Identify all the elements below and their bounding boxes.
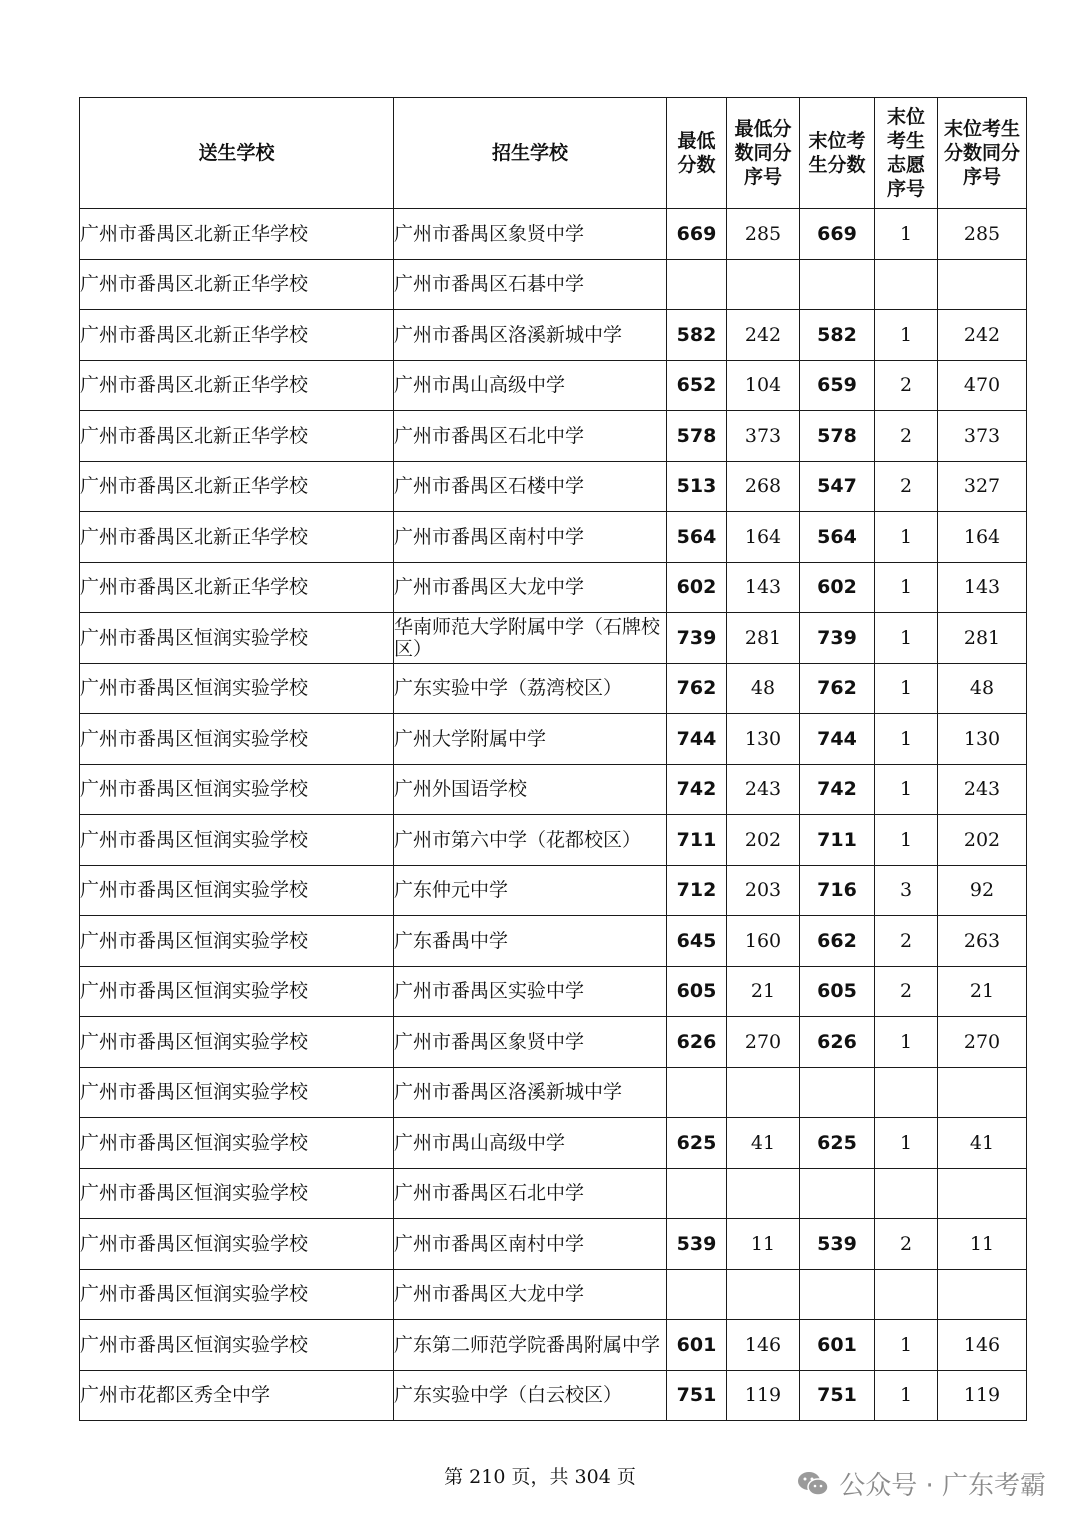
cell-last-choice-rank: 2 (875, 966, 938, 1017)
cell-last-score-tie-rank: 281 (938, 613, 1027, 664)
cell-last-score-tie-rank: 143 (938, 562, 1027, 613)
cell-sending-school: 广州市番禺区恒润实验学校 (80, 865, 394, 916)
cell-admitting-school: 广州市番禺区石楼中学 (394, 461, 667, 512)
cell-min-score-tie-rank: 130 (727, 714, 800, 765)
cell-min-score: 645 (667, 916, 727, 967)
cell-min-score: 539 (667, 1219, 727, 1270)
cell-min-score (667, 1067, 727, 1118)
cell-min-score-tie-rank: 202 (727, 815, 800, 866)
cell-sending-school: 广州市番禺区北新正华学校 (80, 512, 394, 563)
cell-admitting-school: 广州市番禺区石北中学 (394, 411, 667, 462)
cell-last-score: 601 (800, 1320, 875, 1371)
cell-sending-school: 广州市番禺区恒润实验学校 (80, 815, 394, 866)
cell-admitting-school: 广州市禺山高级中学 (394, 360, 667, 411)
cell-admitting-school: 广州市番禺区南村中学 (394, 512, 667, 563)
admission-table (79, 97, 1027, 1421)
cell-last-choice-rank: 1 (875, 1118, 938, 1169)
table-row (80, 461, 1027, 512)
cell-min-score: 742 (667, 764, 727, 815)
cell-last-choice-rank: 1 (875, 1370, 938, 1421)
table-row (80, 714, 1027, 765)
cell-last-score-tie-rank: 146 (938, 1320, 1027, 1371)
watermark (797, 1465, 1046, 1502)
cell-last-score: 662 (800, 916, 875, 967)
cell-min-score: 739 (667, 613, 727, 664)
table-row (80, 1067, 1027, 1118)
cell-admitting-school: 广东仲元中学 (394, 865, 667, 916)
table-row (80, 865, 1027, 916)
table-row (80, 209, 1027, 260)
cell-last-score-tie-rank: 41 (938, 1118, 1027, 1169)
table-row (80, 663, 1027, 714)
cell-min-score-tie-rank: 242 (727, 310, 800, 361)
cell-last-score-tie-rank: 48 (938, 663, 1027, 714)
cell-sending-school: 广州市番禺区恒润实验学校 (80, 1320, 394, 1371)
cell-min-score: 751 (667, 1370, 727, 1421)
cell-sending-school: 广州市花都区秀全中学 (80, 1370, 394, 1421)
cell-min-score-tie-rank: 119 (727, 1370, 800, 1421)
cell-last-choice-rank (875, 1269, 938, 1320)
cell-last-choice-rank: 1 (875, 815, 938, 866)
cell-last-choice-rank (875, 1067, 938, 1118)
cell-last-score: 564 (800, 512, 875, 563)
cell-admitting-school: 广东实验中学（白云校区） (394, 1370, 667, 1421)
cell-last-choice-rank: 2 (875, 916, 938, 967)
cell-sending-school: 广州市番禺区恒润实验学校 (80, 1067, 394, 1118)
cell-admitting-school: 广州市番禺区实验中学 (394, 966, 667, 1017)
cell-last-score: 626 (800, 1017, 875, 1068)
cell-last-score-tie-rank (938, 1168, 1027, 1219)
cell-last-score: 582 (800, 310, 875, 361)
cell-last-score-tie-rank: 270 (938, 1017, 1027, 1068)
cell-last-score: 739 (800, 613, 875, 664)
cell-last-score: 762 (800, 663, 875, 714)
header-admitting-school: 招生学校 (394, 98, 667, 209)
cell-sending-school: 广州市番禺区恒润实验学校 (80, 966, 394, 1017)
cell-last-choice-rank: 1 (875, 512, 938, 563)
header-min-score: 最低 分数 (667, 98, 727, 209)
table-row (80, 562, 1027, 613)
cell-last-choice-rank: 2 (875, 1219, 938, 1270)
cell-admitting-school: 华南师范大学附属中学（石牌校区） (394, 613, 667, 664)
cell-last-score (800, 1067, 875, 1118)
cell-min-score: 564 (667, 512, 727, 563)
cell-min-score (667, 1269, 727, 1320)
cell-last-score: 602 (800, 562, 875, 613)
cell-sending-school: 广州市番禺区恒润实验学校 (80, 1219, 394, 1270)
cell-last-score: 539 (800, 1219, 875, 1270)
wechat-icon (797, 1470, 829, 1498)
cell-sending-school: 广州市番禺区恒润实验学校 (80, 764, 394, 815)
table-row (80, 1118, 1027, 1169)
cell-min-score-tie-rank: 48 (727, 663, 800, 714)
cell-last-score-tie-rank: 119 (938, 1370, 1027, 1421)
cell-last-score-tie-rank (938, 259, 1027, 310)
cell-min-score: 513 (667, 461, 727, 512)
cell-sending-school: 广州市番禺区恒润实验学校 (80, 1168, 394, 1219)
header-sending-school: 送生学校 (80, 98, 394, 209)
cell-last-score-tie-rank: 21 (938, 966, 1027, 1017)
cell-last-score: 716 (800, 865, 875, 916)
cell-admitting-school: 广州市番禺区象贤中学 (394, 1017, 667, 1068)
cell-min-score-tie-rank: 21 (727, 966, 800, 1017)
cell-last-score-tie-rank: 242 (938, 310, 1027, 361)
cell-last-choice-rank (875, 259, 938, 310)
cell-min-score: 744 (667, 714, 727, 765)
table-row (80, 916, 1027, 967)
header-last-score-tie-rank: 末位考生 分数同分 序号 (938, 98, 1027, 209)
cell-sending-school: 广州市番禺区恒润实验学校 (80, 1118, 394, 1169)
table-row (80, 764, 1027, 815)
cell-last-score-tie-rank: 243 (938, 764, 1027, 815)
cell-last-choice-rank: 1 (875, 1017, 938, 1068)
table-row (80, 613, 1027, 664)
table-row (80, 1269, 1027, 1320)
cell-min-score: 652 (667, 360, 727, 411)
cell-last-score-tie-rank: 92 (938, 865, 1027, 916)
cell-min-score-tie-rank: 281 (727, 613, 800, 664)
cell-last-choice-rank: 1 (875, 562, 938, 613)
cell-sending-school: 广州市番禺区恒润实验学校 (80, 1269, 394, 1320)
cell-last-score-tie-rank: 164 (938, 512, 1027, 563)
cell-admitting-school: 广州大学附属中学 (394, 714, 667, 765)
cell-min-score: 605 (667, 966, 727, 1017)
cell-min-score: 762 (667, 663, 727, 714)
cell-min-score: 578 (667, 411, 727, 462)
cell-min-score: 601 (667, 1320, 727, 1371)
watermark-text: 公众号 · 广东考霸 (839, 1471, 1046, 1501)
cell-last-score-tie-rank: 327 (938, 461, 1027, 512)
cell-last-score-tie-rank (938, 1269, 1027, 1320)
cell-min-score-tie-rank: 146 (727, 1320, 800, 1371)
header-min-score-tie-rank: 最低分 数同分 序号 (727, 98, 800, 209)
cell-last-choice-rank: 1 (875, 663, 938, 714)
table-row (80, 1320, 1027, 1371)
table-row (80, 815, 1027, 866)
cell-min-score-tie-rank (727, 1168, 800, 1219)
cell-last-score-tie-rank: 470 (938, 360, 1027, 411)
cell-last-choice-rank (875, 1168, 938, 1219)
cell-min-score-tie-rank: 160 (727, 916, 800, 967)
cell-sending-school: 广州市番禺区北新正华学校 (80, 411, 394, 462)
header-row (80, 98, 1027, 209)
cell-min-score: 626 (667, 1017, 727, 1068)
cell-min-score-tie-rank (727, 259, 800, 310)
cell-min-score-tie-rank (727, 1269, 800, 1320)
cell-last-choice-rank: 1 (875, 613, 938, 664)
cell-min-score: 669 (667, 209, 727, 260)
cell-last-score: 669 (800, 209, 875, 260)
cell-min-score-tie-rank: 270 (727, 1017, 800, 1068)
cell-last-score-tie-rank: 373 (938, 411, 1027, 462)
cell-last-choice-rank: 1 (875, 209, 938, 260)
table-row (80, 310, 1027, 361)
cell-last-score-tie-rank: 11 (938, 1219, 1027, 1270)
cell-sending-school: 广州市番禺区恒润实验学校 (80, 663, 394, 714)
cell-min-score-tie-rank (727, 1067, 800, 1118)
cell-min-score-tie-rank: 285 (727, 209, 800, 260)
cell-min-score-tie-rank: 104 (727, 360, 800, 411)
cell-min-score-tie-rank: 268 (727, 461, 800, 512)
cell-admitting-school: 广东第二师范学院番禺附属中学 (394, 1320, 667, 1371)
cell-last-choice-rank: 1 (875, 310, 938, 361)
cell-sending-school: 广州市番禺区北新正华学校 (80, 209, 394, 260)
cell-min-score-tie-rank: 243 (727, 764, 800, 815)
cell-min-score-tie-rank: 143 (727, 562, 800, 613)
cell-sending-school: 广州市番禺区北新正华学校 (80, 259, 394, 310)
cell-last-choice-rank: 2 (875, 411, 938, 462)
cell-min-score-tie-rank: 164 (727, 512, 800, 563)
cell-last-score: 711 (800, 815, 875, 866)
cell-min-score (667, 1168, 727, 1219)
cell-last-score: 742 (800, 764, 875, 815)
cell-min-score: 582 (667, 310, 727, 361)
page-number: 第 210 页，共 304 页 (444, 1466, 636, 1488)
cell-last-score: 744 (800, 714, 875, 765)
cell-admitting-school: 广东实验中学（荔湾校区） (394, 663, 667, 714)
cell-admitting-school: 广东番禺中学 (394, 916, 667, 967)
cell-last-score (800, 259, 875, 310)
cell-last-choice-rank: 3 (875, 865, 938, 916)
cell-min-score: 711 (667, 815, 727, 866)
cell-sending-school: 广州市番禺区恒润实验学校 (80, 1017, 394, 1068)
cell-admitting-school: 广州市番禺区洛溪新城中学 (394, 1067, 667, 1118)
cell-min-score: 602 (667, 562, 727, 613)
cell-admitting-school: 广州市番禺区石碁中学 (394, 259, 667, 310)
cell-last-score: 625 (800, 1118, 875, 1169)
cell-last-score: 659 (800, 360, 875, 411)
cell-sending-school: 广州市番禺区北新正华学校 (80, 360, 394, 411)
cell-sending-school: 广州市番禺区恒润实验学校 (80, 714, 394, 765)
cell-last-score (800, 1269, 875, 1320)
cell-min-score-tie-rank: 11 (727, 1219, 800, 1270)
cell-last-score-tie-rank: 202 (938, 815, 1027, 866)
cell-admitting-school: 广州市番禺区大龙中学 (394, 562, 667, 613)
cell-admitting-school: 广州外国语学校 (394, 764, 667, 815)
table-row (80, 411, 1027, 462)
cell-last-score: 578 (800, 411, 875, 462)
table-row (80, 259, 1027, 310)
cell-last-choice-rank: 2 (875, 461, 938, 512)
cell-admitting-school: 广州市第六中学（花都校区） (394, 815, 667, 866)
table-row (80, 966, 1027, 1017)
cell-sending-school: 广州市番禺区北新正华学校 (80, 562, 394, 613)
cell-sending-school: 广州市番禺区恒润实验学校 (80, 916, 394, 967)
cell-last-score-tie-rank (938, 1067, 1027, 1118)
cell-admitting-school: 广州市番禺区洛溪新城中学 (394, 310, 667, 361)
table-row (80, 1017, 1027, 1068)
table-row (80, 512, 1027, 563)
cell-last-score-tie-rank: 130 (938, 714, 1027, 765)
cell-last-choice-rank: 1 (875, 1320, 938, 1371)
cell-sending-school: 广州市番禺区北新正华学校 (80, 310, 394, 361)
cell-last-score: 605 (800, 966, 875, 1017)
cell-last-score (800, 1168, 875, 1219)
cell-admitting-school: 广州市禺山高级中学 (394, 1118, 667, 1169)
header-last-score: 末位考 生分数 (800, 98, 875, 209)
cell-last-score: 751 (800, 1370, 875, 1421)
cell-min-score: 712 (667, 865, 727, 916)
cell-last-choice-rank: 1 (875, 764, 938, 815)
table-row (80, 360, 1027, 411)
cell-sending-school: 广州市番禺区恒润实验学校 (80, 613, 394, 664)
cell-min-score (667, 259, 727, 310)
table-row (80, 1370, 1027, 1421)
cell-admitting-school: 广州市番禺区南村中学 (394, 1219, 667, 1270)
cell-sending-school: 广州市番禺区北新正华学校 (80, 461, 394, 512)
cell-admitting-school: 广州市番禺区大龙中学 (394, 1269, 667, 1320)
table-body (80, 209, 1027, 1421)
cell-last-score-tie-rank: 285 (938, 209, 1027, 260)
cell-last-score: 547 (800, 461, 875, 512)
cell-min-score-tie-rank: 41 (727, 1118, 800, 1169)
cell-min-score-tie-rank: 203 (727, 865, 800, 916)
table-row (80, 1168, 1027, 1219)
table-row (80, 1219, 1027, 1270)
cell-last-choice-rank: 1 (875, 714, 938, 765)
cell-min-score-tie-rank: 373 (727, 411, 800, 462)
header-last-choice-rank: 末位 考生 志愿 序号 (875, 98, 938, 209)
cell-admitting-school: 广州市番禺区石北中学 (394, 1168, 667, 1219)
cell-min-score: 625 (667, 1118, 727, 1169)
cell-last-score-tie-rank: 263 (938, 916, 1027, 967)
cell-last-choice-rank: 2 (875, 360, 938, 411)
cell-admitting-school: 广州市番禺区象贤中学 (394, 209, 667, 260)
